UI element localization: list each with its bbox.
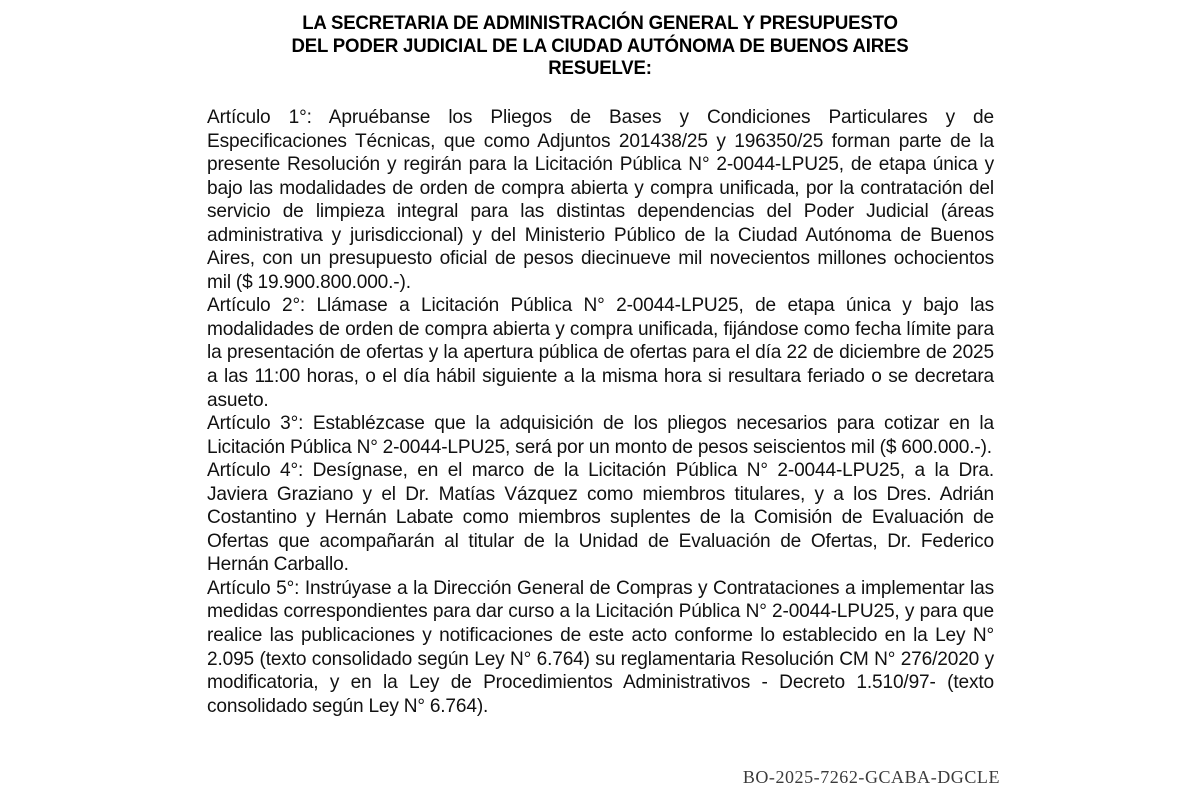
document-heading [200,12,1000,80]
heading-line-2: DEL PODER JUDICIAL DE LA CIUDAD AUTÓNOMA DE BUENOS AIRES [291,34,909,57]
heading-line-3: RESUELVE: [548,57,652,79]
article-1: Artículo 1°: Apruébanse los Pliegos de Bases y Condiciones Particulares y de Especificaciones Técnicas, que como Adjuntos 201438/25 y 196350/25 forman parte de la presente Resolución y regirán para la Licitación Pública N° 2-0044-LPU25, de etapa única y bajo las modalidades de orden de compra abierta y compra unificada, por la contratación del servicio de limpieza integral para las distintas dependencias del Poder Judicial (áreas administrativa y jurisdiccional) y del Ministerio Público de la Ciudad Autónoma de Buenos Aires, con un presupuesto oficial de pesos diecinueve mil novecientos millones ochocientos mil ($ 19.900.800.000.-). [207,107,994,293]
article-2: Artículo 2°: Llámase a Licitación Pública N° 2-0044-LPU25, de etapa única y bajo las modalidades de orden de compra abierta y compra unificada, fijándose como fecha límite para la presentación de ofertas y la apertura pública de ofertas para el día 22 de diciembre de 2025 a las 11:00 horas, o el día hábil siguiente a la misma hora si resultara feriado o se decretara asueto. [207,295,994,411]
article-3: Artículo 3°: Establézcase que la adquisición de los pliegos necesarios para cotizar en la Licitación Pública N° 2-0044-LPU25, será por un monto de pesos seiscientos mil ($ 600.000.-). [207,413,994,458]
article-4: Artículo 4°: Desígnase, en el marco de la Licitación Pública N° 2-0044-LPU25, a la Dra. Javiera Graziano y el Dr. Matías Vázquez como miembros titulares, y a los Dres. Adrián Costantino y Hernán Labate como miembros suplentes de la Comisión de Evaluación de Ofertas que acompañarán al titular de la Unidad de Evaluación de Ofertas, Dr. Federico Hernán Carballo. [207,460,994,576]
heading-line-1: LA SECRETARIA DE ADMINISTRACIÓN GENERAL Y PRESUPUESTO [302,12,898,34]
document-body [207,106,994,718]
footer-reference-code: BO-2025-7262-GCABA-DGCLE [742,767,1000,787]
article-5: Artículo 5°: Instrúyase a la Dirección General de Compras y Contrataciones a implementar las medidas correspondientes para dar curso a la Licitación Pública N° 2-0044-LPU25, y para que realice las publicaciones y notificaciones de este acto conforme lo establecido en la Ley N° 2.095 (texto consolidado según Ley N° 6.764) su reglamentaria Resolución CM N° 276/2020 y modificatoria, y en la Ley de Procedimientos Administrativos - Decreto 1.510/97- (texto consolidado según Ley N° 6.764). [207,577,994,717]
document-footer [0,766,1000,788]
